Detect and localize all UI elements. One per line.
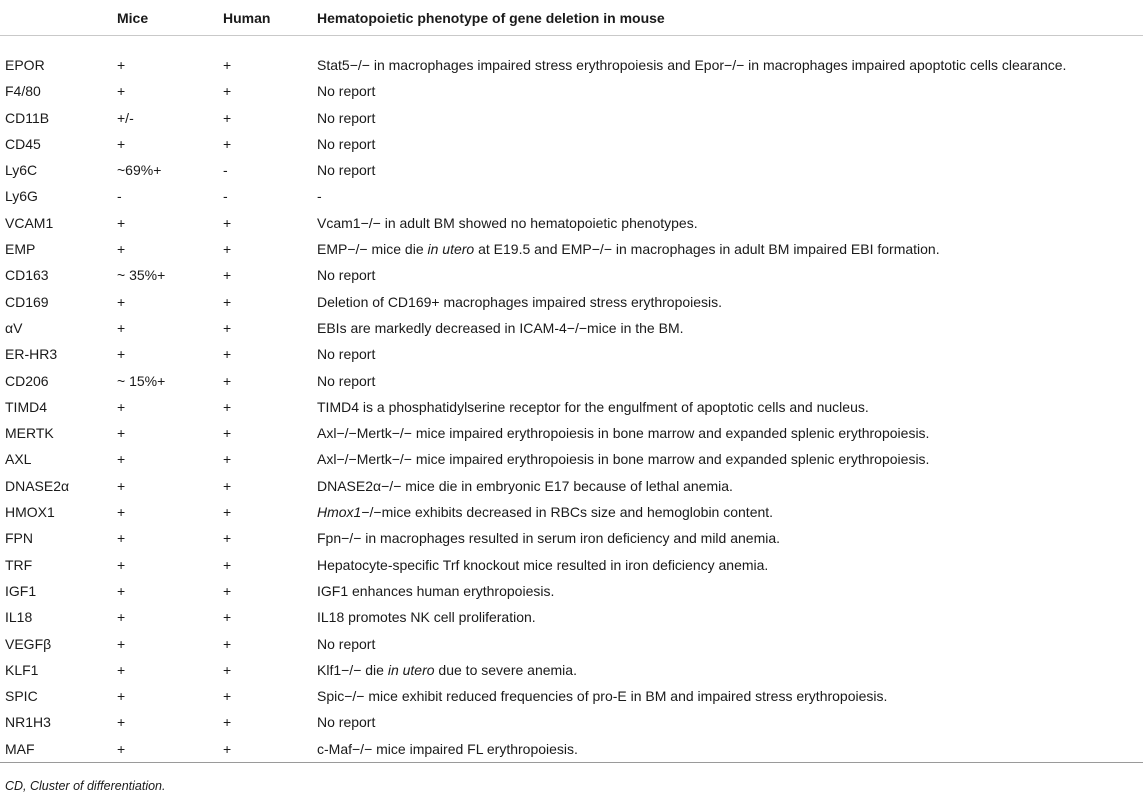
gene-cell: ER-HR3 xyxy=(5,346,58,363)
phenotype-text: Axl xyxy=(317,451,337,468)
mice-cell: + xyxy=(117,83,126,100)
table-row xyxy=(0,608,1143,634)
phenotype-cell xyxy=(317,398,869,416)
phenotype-text: mice impaired FL erythropoiesis. xyxy=(372,740,578,757)
gene-cell: CD163 xyxy=(5,267,49,284)
phenotype-text: No report xyxy=(317,714,376,731)
phenotype-text: Stat5 xyxy=(317,57,350,73)
phenotype-text: - xyxy=(317,188,322,205)
table-row xyxy=(0,503,1143,529)
gene-cell: TIMD4 xyxy=(5,398,47,415)
phenotype-cell xyxy=(317,556,768,574)
table-row xyxy=(0,398,1143,424)
phenotype-cell xyxy=(317,187,322,205)
human-cell: + xyxy=(223,135,232,152)
gene-cell: NR1H3 xyxy=(5,714,51,731)
header-mice: Mice xyxy=(117,10,149,26)
gene-cell: F4/80 xyxy=(5,83,41,100)
phenotype-text: in macrophages resulted in serum iron deficiency and mild anemia. xyxy=(361,530,781,547)
gene-cell: Ly6C xyxy=(5,162,38,179)
human-cell: - xyxy=(223,162,228,179)
phenotype-cell xyxy=(317,372,375,390)
phenotype-cell xyxy=(317,529,780,547)
phenotype-text: macrophages impaired stress erythropoiesis. xyxy=(439,293,723,310)
phenotype-cell xyxy=(317,240,940,258)
mice-cell: +/- xyxy=(117,109,134,126)
phenotype-cell xyxy=(317,135,375,153)
table-body xyxy=(0,56,1143,766)
phenotype-text: c-Maf xyxy=(317,740,352,757)
mice-cell: + xyxy=(117,556,126,573)
mice-cell: + xyxy=(117,582,126,599)
superscript-text: −/− xyxy=(724,57,745,73)
superscript-text: −/− xyxy=(344,688,365,705)
human-cell: + xyxy=(223,267,232,284)
gene-cell: EPOR xyxy=(5,57,45,73)
phenotype-text: Spic xyxy=(317,688,345,705)
human-cell: + xyxy=(223,83,232,100)
table-row xyxy=(0,56,1143,82)
mice-cell: + xyxy=(117,425,126,442)
phenotype-cell xyxy=(317,319,684,337)
table-row xyxy=(0,582,1143,608)
phenotype-text: mice exhibit reduced frequencies of pro-E in BM and impaired stress erythropoiesis. xyxy=(364,688,888,705)
human-cell: + xyxy=(223,609,232,626)
mice-cell: + xyxy=(117,346,126,363)
table-row xyxy=(0,529,1143,555)
superscript-text: −/− xyxy=(341,661,362,678)
phenotype-text: in utero xyxy=(387,661,435,678)
superscript-text: −/− xyxy=(336,451,357,468)
phenotype-cell xyxy=(317,608,536,626)
phenotype-cell xyxy=(317,82,375,100)
phenotype-text: No report xyxy=(317,267,376,284)
superscript-text: −/− xyxy=(381,477,402,494)
mice-cell: ~ 35%+ xyxy=(117,267,166,284)
mice-cell: + xyxy=(117,57,126,73)
human-cell: + xyxy=(223,319,232,336)
phenotype-text: No report xyxy=(317,109,376,126)
table-row xyxy=(0,635,1143,661)
table-row xyxy=(0,109,1143,135)
human-cell: + xyxy=(223,688,232,705)
phenotype-cell xyxy=(317,477,733,495)
gene-cell: CD11B xyxy=(5,109,50,126)
mice-cell: + xyxy=(117,451,126,468)
phenotype-text: No report xyxy=(317,83,376,100)
superscript-text: −/− xyxy=(391,425,412,442)
human-cell: + xyxy=(223,214,232,231)
table-row xyxy=(0,424,1143,450)
table-footnote: CD, Cluster of differentiation. xyxy=(5,779,166,793)
table-header xyxy=(0,0,1143,36)
table-row xyxy=(0,161,1143,187)
mice-cell: + xyxy=(117,714,126,731)
gene-cell: SPIC xyxy=(5,688,38,705)
human-cell: + xyxy=(223,504,232,521)
gene-cell: αV xyxy=(5,319,23,336)
phenotype-text: No report xyxy=(317,372,376,389)
mice-cell: + xyxy=(117,609,126,626)
human-cell: + xyxy=(223,714,232,731)
gene-cell: CD206 xyxy=(5,372,49,389)
mice-cell: + xyxy=(117,530,126,547)
superscript-text: −/− xyxy=(360,214,381,231)
phenotype-cell xyxy=(317,687,887,705)
phenotype-cell xyxy=(317,661,577,679)
phenotype-cell xyxy=(317,266,375,284)
phenotype-text: mice impaired erythropoiesis in bone marrow and expanded splenic erythropoiesis. xyxy=(411,425,930,442)
phenotype-text: in macrophages in adult BM impaired EBI formation. xyxy=(612,241,940,258)
phenotype-text: EMP xyxy=(317,241,348,258)
human-cell: + xyxy=(223,530,232,547)
gene-cell: IGF1 xyxy=(5,582,37,599)
mice-cell: + xyxy=(117,319,126,336)
mice-cell: + xyxy=(117,635,126,652)
human-cell: + xyxy=(223,477,232,494)
mice-cell: + xyxy=(117,477,126,494)
phenotype-text: mice exhibits decreased in RBCs size and hemoglobin content. xyxy=(381,504,774,521)
gene-cell: VEGFβ xyxy=(5,635,52,652)
phenotype-text: at E19.5 and EMP xyxy=(474,241,592,258)
phenotype-text: EBIs are markedly decreased in ICAM-4 xyxy=(317,319,567,336)
phenotype-cell xyxy=(317,635,375,653)
human-cell: + xyxy=(223,635,232,652)
mice-cell: - xyxy=(117,188,122,205)
table-row xyxy=(0,293,1143,319)
mice-cell: ~69%+ xyxy=(117,162,162,179)
mice-cell: + xyxy=(117,293,126,310)
gene-cell: TRF xyxy=(5,556,33,573)
human-cell: + xyxy=(223,398,232,415)
human-cell: + xyxy=(223,556,232,573)
phenotype-text: Fpn xyxy=(317,530,342,547)
table-row xyxy=(0,450,1143,476)
superscript-text: −/− xyxy=(341,530,362,547)
gene-cell: MAF xyxy=(5,740,35,757)
phenotype-text: No report xyxy=(317,135,376,152)
superscript-text: −/− xyxy=(361,504,382,521)
human-cell: + xyxy=(223,740,232,757)
mice-cell: + xyxy=(117,398,126,415)
superscript-text: −/− xyxy=(352,740,373,757)
gene-cell: EMP xyxy=(5,241,36,258)
superscript-text: −/− xyxy=(349,57,370,73)
table-row xyxy=(0,477,1143,503)
human-cell: - xyxy=(223,188,228,205)
phenotype-text: in macrophages impaired apoptotic cells clearance. xyxy=(744,57,1067,73)
superscript-text: −/− xyxy=(347,241,368,258)
gene-cell: FPN xyxy=(5,530,33,547)
gene-cell: AXL xyxy=(5,451,32,468)
table-row xyxy=(0,661,1143,687)
header-phenotype: Hematopoietic phenotype of gene deletion in mouse xyxy=(317,10,665,26)
table-row xyxy=(0,240,1143,266)
table-row xyxy=(0,345,1143,371)
gene-cell: VCAM1 xyxy=(5,214,54,231)
gene-cell: HMOX1 xyxy=(5,504,55,521)
gene-cell: CD169 xyxy=(5,293,49,310)
table-row xyxy=(0,82,1143,108)
gene-cell: Ly6G xyxy=(5,188,38,205)
phenotype-cell xyxy=(317,424,929,442)
phenotype-cell xyxy=(317,161,375,179)
mice-cell: + xyxy=(117,135,126,152)
phenotype-text: Deletion of CD169 xyxy=(317,293,432,310)
superscript-text: + xyxy=(431,293,440,310)
phenotype-text: Vcam1 xyxy=(317,214,361,231)
phenotype-cell xyxy=(317,582,554,600)
phenotype-text: due to severe anemia. xyxy=(434,661,577,678)
human-cell: + xyxy=(223,582,232,599)
superscript-text: −/− xyxy=(336,425,357,442)
human-cell: + xyxy=(223,661,232,678)
phenotype-text: No report xyxy=(317,635,376,652)
table-row xyxy=(0,319,1143,345)
gene-cell: KLF1 xyxy=(5,661,39,678)
phenotype-text: Axl xyxy=(317,425,337,442)
phenotype-cell xyxy=(317,56,1066,74)
phenotype-cell xyxy=(317,450,929,468)
phenotype-text: Hepatocyte-specific Trf knockout mice resulted in iron deficiency anemia. xyxy=(317,556,769,573)
phenotype-cell xyxy=(317,109,375,127)
table-row xyxy=(0,266,1143,292)
phenotype-text: IL18 promotes NK cell proliferation. xyxy=(317,609,536,626)
human-cell: + xyxy=(223,241,232,258)
mice-cell: ~ 15%+ xyxy=(117,372,166,389)
phenotype-cell xyxy=(317,713,375,731)
phenotype-cell xyxy=(317,345,375,363)
phenotype-text: DNASE2α xyxy=(317,477,382,494)
phenotype-text: Hmox1 xyxy=(317,504,362,521)
phenotype-text: mice die in embryonic E17 because of lethal anemia. xyxy=(401,477,733,494)
gene-cell: DNASE2α xyxy=(5,477,70,494)
phenotype-text: in adult BM showed no hematopoietic phenotypes. xyxy=(380,214,698,231)
phenotype-text: Klf1 xyxy=(317,661,342,678)
gene-cell: CD45 xyxy=(5,135,41,152)
phenotype-cell xyxy=(317,740,578,758)
table-row xyxy=(0,187,1143,213)
phenotype-text: TIMD4 is a phosphatidylserine receptor for the engulfment of apoptotic cells and nucleus. xyxy=(317,398,869,415)
superscript-text: −/− xyxy=(391,451,412,468)
phenotype-cell xyxy=(317,503,773,521)
table-row xyxy=(0,372,1143,398)
table-row xyxy=(0,687,1143,713)
phenotype-text: Mertk xyxy=(356,451,392,468)
header-human: Human xyxy=(223,10,271,26)
phenotype-text: Mertk xyxy=(356,425,392,442)
mice-cell: + xyxy=(117,661,126,678)
phenotype-cell xyxy=(317,293,722,311)
phenotype-text: IGF1 enhances human erythropoiesis. xyxy=(317,582,555,599)
mice-cell: + xyxy=(117,241,126,258)
table-bottom-rule xyxy=(0,762,1143,763)
mice-cell: + xyxy=(117,504,126,521)
human-cell: + xyxy=(223,425,232,442)
mice-cell: + xyxy=(117,214,126,231)
human-cell: + xyxy=(223,372,232,389)
human-cell: + xyxy=(223,346,232,363)
phenotype-text: mice impaired erythropoiesis in bone marrow and expanded splenic erythropoiesis. xyxy=(411,451,930,468)
gene-cell: IL18 xyxy=(5,609,33,626)
gene-cell: MERTK xyxy=(5,425,54,442)
superscript-text: −/− xyxy=(566,319,588,336)
phenotype-text: No report xyxy=(317,162,376,179)
phenotype-text: in utero xyxy=(427,241,475,258)
phenotype-cell xyxy=(317,214,698,232)
human-cell: + xyxy=(223,293,232,310)
table-row xyxy=(0,713,1143,739)
superscript-text: −/− xyxy=(591,241,612,258)
human-cell: + xyxy=(223,57,232,73)
table-row xyxy=(0,135,1143,161)
phenotype-text: mice die xyxy=(367,241,428,258)
phenotype-text: die xyxy=(361,661,388,678)
phenotype-text: in macrophages impaired stress erythropoiesis and Epor xyxy=(369,57,725,73)
table-row xyxy=(0,214,1143,240)
mice-cell: + xyxy=(117,740,126,757)
table-row xyxy=(0,556,1143,582)
phenotype-text: No report xyxy=(317,346,376,363)
mice-cell: + xyxy=(117,688,126,705)
phenotype-text: mice in the BM. xyxy=(587,319,684,336)
human-cell: + xyxy=(223,451,232,468)
human-cell: + xyxy=(223,109,232,126)
